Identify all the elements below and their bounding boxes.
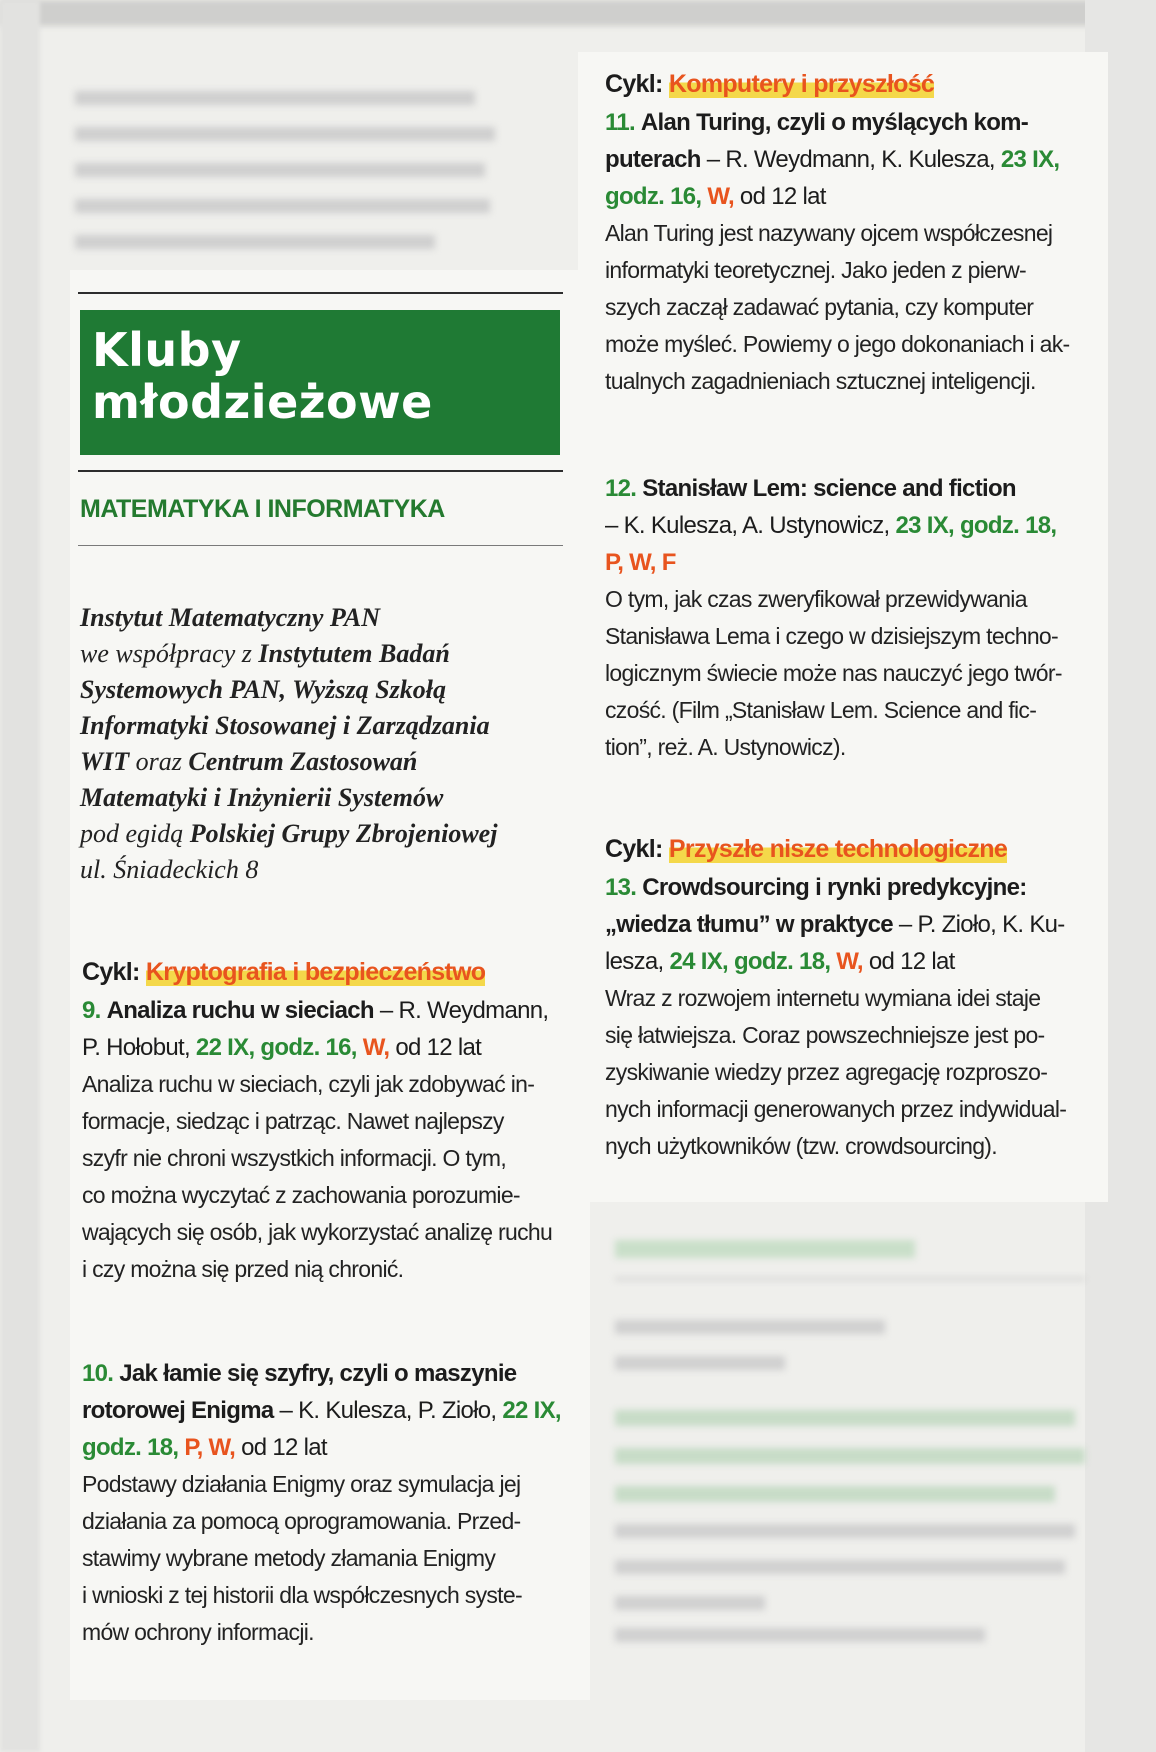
- cycle-heading: Cykl: Kryptografia i bezpieczeństwo: [82, 958, 486, 986]
- event-description: Podstawy działania Enigmy oraz symulacja jej działania za pomocą oprogramowania. Przed- stawimy wybrane metody złamania Enigmy i wnioski z tej historii dla współczesnych syste- mów ochrony informacji.: [82, 1471, 522, 1645]
- section-banner: [80, 310, 560, 455]
- event-item-12: 12. Stanisław Lem: science and fiction – K. Kulesza, A. Ustynowicz, 23 IX, godz. 18, P, W, F O tym, jak czas zweryfikował przewidywania Stanisława Lema i czego w dzisiejszym techno- logicznym świecie może nas nauczyć jego twór- czość. (Film „Stanisław Lem. Science and fic- tion”, reż. A. Ustynowicz).: [605, 470, 1085, 766]
- event-item-11: 11. Alan Turing, czyli o myślących kom- puterach – R. Weydmann, K. Kulesza, 23 IX, godz. 16, W, od 12 lat Alan Turing jest nazywany ojcem współczesnej informatyki teoretycznej. Jako jeden z pierw- szych zaczął zadawać pytania, czy komputer może myśleć. Powiemy o jego dokonaniach i ak- tualnych zagadnieniach sztucznej inteligencji.: [605, 104, 1085, 400]
- event-item-9: 9. Analiza ruchu w sieciach – R. Weydmann, P. Hołobut, 22 IX, godz. 16, W, od 12 lat Analiza ruchu w sieciach, czyli jak zdobywać in- formacje, siedząc i patrząc. Nawet najlepszy szyfr nie chroni wszystkich informacji. O tym, co można wyczytać z zachowania porozumie- wających się osób, jak wykorzystać analizę ruchu i czy można się przed nią chronić.: [82, 992, 572, 1288]
- event-description: Wraz z rozwojem internetu wymiana idei staje się łatwiejsza. Coraz powszechniejsze jest po- zyskiwanie wiedzy przez agregację rozproszo- nych informacji generowanych przez indywidual- nych użytkowników (tzw. crowdsourcing).: [605, 985, 1067, 1159]
- cycle-heading: Cykl: Komputery i przyszłość: [605, 70, 935, 98]
- event-description: O tym, jak czas zweryfikował przewidywania Stanisława Lema i czego w dzisiejszym techno- logicznym świecie może nas nauczyć jego twór- czość. (Film „Stanisław Lem. Science and fic- tion”, reż. A. Ustynowicz).: [605, 586, 1062, 760]
- page-title: Kluby młodzieżowe: [92, 323, 433, 429]
- event-item-10: 10. Jak łamie się szyfry, czyli o maszynie rotorowej Enigma – K. Kulesza, P. Zioło, 22 IX, godz. 18, P, W, od 12 lat Podstawy działania Enigmy oraz symulacja jej działania za pomocą oprogramowania. Przed- stawimy wybrane metody złamania Enigmy i wnioski z tej historii dla współczesnych syste- mów ochrony informacji.: [82, 1355, 572, 1651]
- category-heading: MATEMATYKA I INFORMATYKA: [80, 495, 445, 523]
- blurred-previous-text: [75, 80, 495, 271]
- section-rule-top: [78, 470, 563, 472]
- organizer-block: Instytut Matematyczny PAN we współpracy z Instytutem Badań Systemowych PAN, Wyższą Szkołą Informatyki Stosowanej i Zarządzania WIT oraz Centrum Zastosowań Matematyki i Inżynierii Systemów pod egidą Polskiej Grupy Zbrojeniowej ul. Śniadeckich 8: [80, 603, 498, 884]
- event-description: Analiza ruchu w sieciach, czyli jak zdobywać in- formacje, siedząc i patrząc. Nawet najlepszy szyfr nie chroni wszystkich informacji. O tym, co można wyczytać z zachowania porozumie- wających się osób, jak wykorzystać analizę ruchu i czy można się przed nią chronić.: [82, 1071, 553, 1282]
- section-rule-bottom: [78, 545, 563, 546]
- event-item-13: 13. Crowdsourcing i rynki predykcyjne: „wiedza tłumu” w praktyce – P. Zioło, K. Ku- lesza, 24 IX, godz. 18, W, od 12 lat Wraz z rozwojem internetu wymiana idei staje się łatwiejsza. Coraz powszechniejsze jest po- zyskiwanie wiedzy przez agregację rozproszo- nych informacji generowanych przez indywidual- nych użytkowników (tzw. crowdsourcing).: [605, 869, 1085, 1165]
- cycle-heading: Cykl: Przyszłe nisze technologiczne: [605, 835, 1008, 863]
- blurred-next-section: [615, 1215, 1085, 1642]
- left-gutter: [0, 0, 40, 1752]
- top-rule: [78, 292, 563, 294]
- top-edge: [0, 0, 1156, 26]
- event-description: Alan Turing jest nazywany ojcem współczesnej informatyki teoretycznej. Jako jeden z pierw- szych zaczął zadawać pytania, czy komputer może myśleć. Powiemy o jego dokonaniach i ak- tualnych zagadnieniach sztucznej inteligencji.: [605, 220, 1070, 394]
